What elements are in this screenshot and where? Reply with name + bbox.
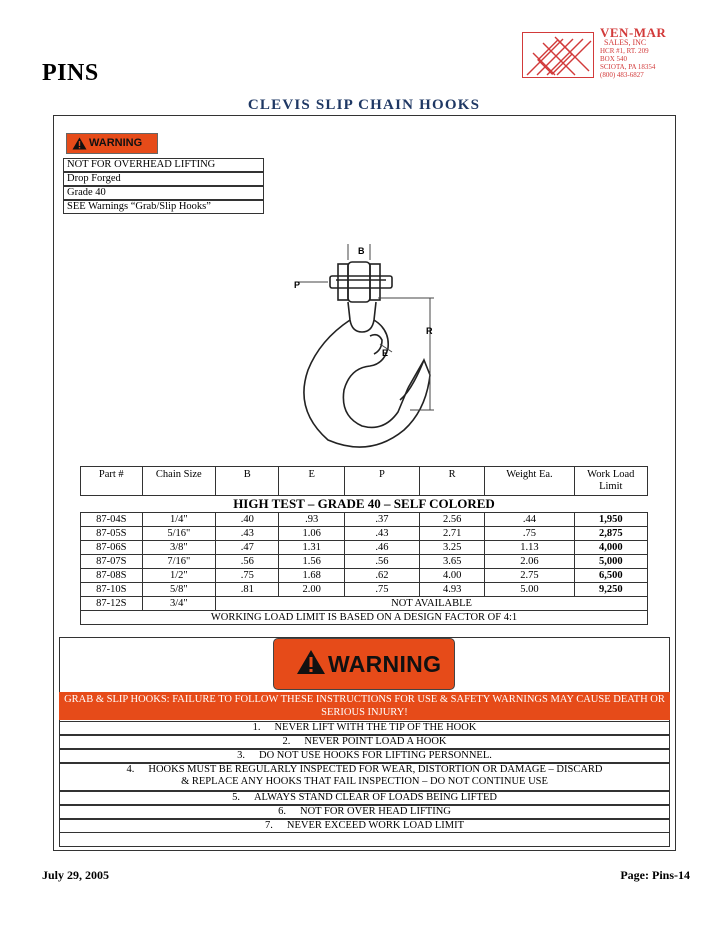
logo-name: VEN-MAR — [600, 25, 667, 40]
hook-diagram — [280, 240, 450, 455]
rule-text: NEVER POINT LOAD A HOOK — [304, 736, 447, 747]
not-available-note: NOT AVAILABLE — [216, 597, 648, 611]
cell-wll: 4,000 — [574, 541, 647, 555]
column-header: P — [344, 467, 419, 496]
rule-number: 2. — [282, 736, 291, 747]
rule-number: 3. — [237, 750, 245, 761]
column-header: R — [419, 467, 485, 496]
rule-number: 1. — [252, 722, 261, 733]
rule-number: 7. — [265, 820, 273, 831]
column-header: E — [279, 467, 345, 496]
table-footer-row — [81, 611, 648, 625]
company-logo — [522, 26, 692, 80]
cell-part: 87-12S — [81, 597, 143, 611]
warning-sign — [273, 638, 455, 690]
cell-size: 5/8" — [142, 583, 215, 597]
spec-item: Grade 40 — [63, 186, 264, 200]
grade-band: HIGH TEST – GRADE 40 – SELF COLORED — [81, 496, 648, 513]
cell-e: 1.06 — [279, 527, 345, 541]
rule-number: 6. — [278, 806, 286, 817]
cell-part: 87-06S — [81, 541, 143, 555]
safety-rule — [59, 805, 670, 819]
cell-r: 4.93 — [419, 583, 485, 597]
column-header: Work Load Limit — [574, 467, 647, 496]
rule-text-continued: & REPLACE ANY HOOKS THAT FAIL INSPECTION – DO NOT CONTINUE USE — [181, 776, 548, 787]
warning-banner: GRAB & SLIP HOOKS: FAILURE TO FOLLOW THESE INSTRUCTIONS FOR USE & SAFETY WARNINGS MAY CAUSE DEATH OR SERIOUS INJURY! — [59, 692, 670, 720]
cell-wll: 5,000 — [574, 555, 647, 569]
cell-weight: 2.75 — [485, 569, 574, 583]
cell-weight: .75 — [485, 527, 574, 541]
cell-e: 2.00 — [279, 583, 345, 597]
cell-e: 1.56 — [279, 555, 345, 569]
warning-triangle-icon — [296, 649, 326, 675]
cell-r: 2.71 — [419, 527, 485, 541]
safety-rule — [59, 749, 670, 763]
cell-part: 87-04S — [81, 513, 143, 527]
table-band-row — [81, 496, 648, 513]
logo-line: BOX 540 — [600, 55, 628, 63]
rule-text: DO NOT USE HOOKS FOR LIFTING PERSONNEL. — [259, 750, 492, 761]
column-header: Part # — [81, 467, 143, 496]
logo-line: SALES, INC — [604, 38, 647, 47]
cell-size: 1/4" — [142, 513, 215, 527]
table-row — [81, 541, 648, 555]
cell-r: 4.00 — [419, 569, 485, 583]
cell-p: .37 — [344, 513, 419, 527]
cell-weight: 2.06 — [485, 555, 574, 569]
cell-b: .75 — [216, 569, 279, 583]
safety-rule — [59, 735, 670, 749]
dim-label-p: P — [294, 280, 301, 290]
cell-size: 5/16" — [142, 527, 215, 541]
cell-size: 3/4" — [142, 597, 215, 611]
cell-size: 3/8" — [142, 541, 215, 555]
cell-wll: 1,950 — [574, 513, 647, 527]
cell-size: 1/2" — [142, 569, 215, 583]
table-row — [81, 513, 648, 527]
table-row — [81, 583, 648, 597]
cell-part: 87-10S — [81, 583, 143, 597]
safety-rule — [59, 819, 670, 833]
cell-b: .47 — [216, 541, 279, 555]
column-header: Weight Ea. — [485, 467, 574, 496]
warning-triangle-icon — [72, 137, 87, 150]
logo-line: HCR #1, RT. 209 — [600, 47, 649, 55]
spec-table — [80, 466, 648, 625]
cell-e: 1.31 — [279, 541, 345, 555]
design-factor-note: WORKING LOAD LIMIT IS BASED ON A DESIGN FACTOR OF 4:1 — [81, 611, 648, 625]
cell-part: 87-05S — [81, 527, 143, 541]
cell-p: .43 — [344, 527, 419, 541]
safety-rule — [59, 721, 670, 735]
cell-p: .46 — [344, 541, 419, 555]
footer-page-number: Page: Pins-14 — [620, 868, 690, 882]
cell-weight: .44 — [485, 513, 574, 527]
rule-text: ALWAYS STAND CLEAR OF LOADS BEING LIFTED — [253, 792, 497, 803]
cell-b: .43 — [216, 527, 279, 541]
logo-line: SCIOTA, PA 18354 — [600, 63, 656, 71]
cell-wll: 6,500 — [574, 569, 647, 583]
warning-label: WARNING — [89, 137, 143, 149]
logo-line: (800) 483-6827 — [600, 71, 644, 79]
cell-weight: 1.13 — [485, 541, 574, 555]
table-row — [81, 555, 648, 569]
rule-text: HOOKS MUST BE REGULARLY INSPECTED FOR WEAR, DISTORTION OR DAMAGE – DISCARD — [148, 764, 603, 775]
rule-number: 4. — [126, 764, 135, 775]
dim-label-r: R — [426, 326, 433, 336]
dim-label-b: B — [358, 246, 365, 256]
cell-r: 3.25 — [419, 541, 485, 555]
cell-e: .93 — [279, 513, 345, 527]
section-title: CLEVIS SLIP CHAIN HOOKS — [247, 97, 481, 113]
cell-p: .75 — [344, 583, 419, 597]
cell-p: .62 — [344, 569, 419, 583]
rule-number: 5. — [232, 792, 240, 803]
cell-r: 2.56 — [419, 513, 485, 527]
cell-wll: 9,250 — [574, 583, 647, 597]
page-title: PINS — [42, 60, 99, 86]
column-header: Chain Size — [142, 467, 215, 496]
spec-item: NOT FOR OVERHEAD LIFTING — [63, 158, 264, 172]
cell-size: 7/16" — [142, 555, 215, 569]
safety-rule — [59, 763, 670, 791]
cell-r: 3.65 — [419, 555, 485, 569]
spec-item: SEE Warnings “Grab/Slip Hooks” — [63, 200, 264, 214]
cell-e: 1.68 — [279, 569, 345, 583]
cell-b: .81 — [216, 583, 279, 597]
cell-p: .56 — [344, 555, 419, 569]
spec-item: Drop Forged — [63, 172, 264, 186]
cell-b: .40 — [216, 513, 279, 527]
cell-part: 87-08S — [81, 569, 143, 583]
logo-mark-icon — [522, 32, 594, 78]
table-row — [81, 597, 648, 611]
table-header-row — [81, 467, 648, 496]
column-header: B — [216, 467, 279, 496]
safety-rule — [59, 791, 670, 805]
table-row — [81, 569, 648, 583]
cell-wll: 2,875 — [574, 527, 647, 541]
table-row — [81, 527, 648, 541]
cell-weight: 5.00 — [485, 583, 574, 597]
rule-text: NEVER EXCEED WORK LOAD LIMIT — [286, 820, 464, 831]
rule-text: NEVER LIFT WITH THE TIP OF THE HOOK — [274, 722, 477, 733]
warning-sign-label: WARNING — [328, 651, 442, 677]
cell-b: .56 — [216, 555, 279, 569]
cell-part: 87-07S — [81, 555, 143, 569]
footer-date: July 29, 2005 — [42, 868, 110, 882]
dim-label-e: E — [382, 348, 389, 358]
warning-badge — [66, 133, 158, 154]
rule-text: NOT FOR OVER HEAD LIFTING — [299, 806, 451, 817]
